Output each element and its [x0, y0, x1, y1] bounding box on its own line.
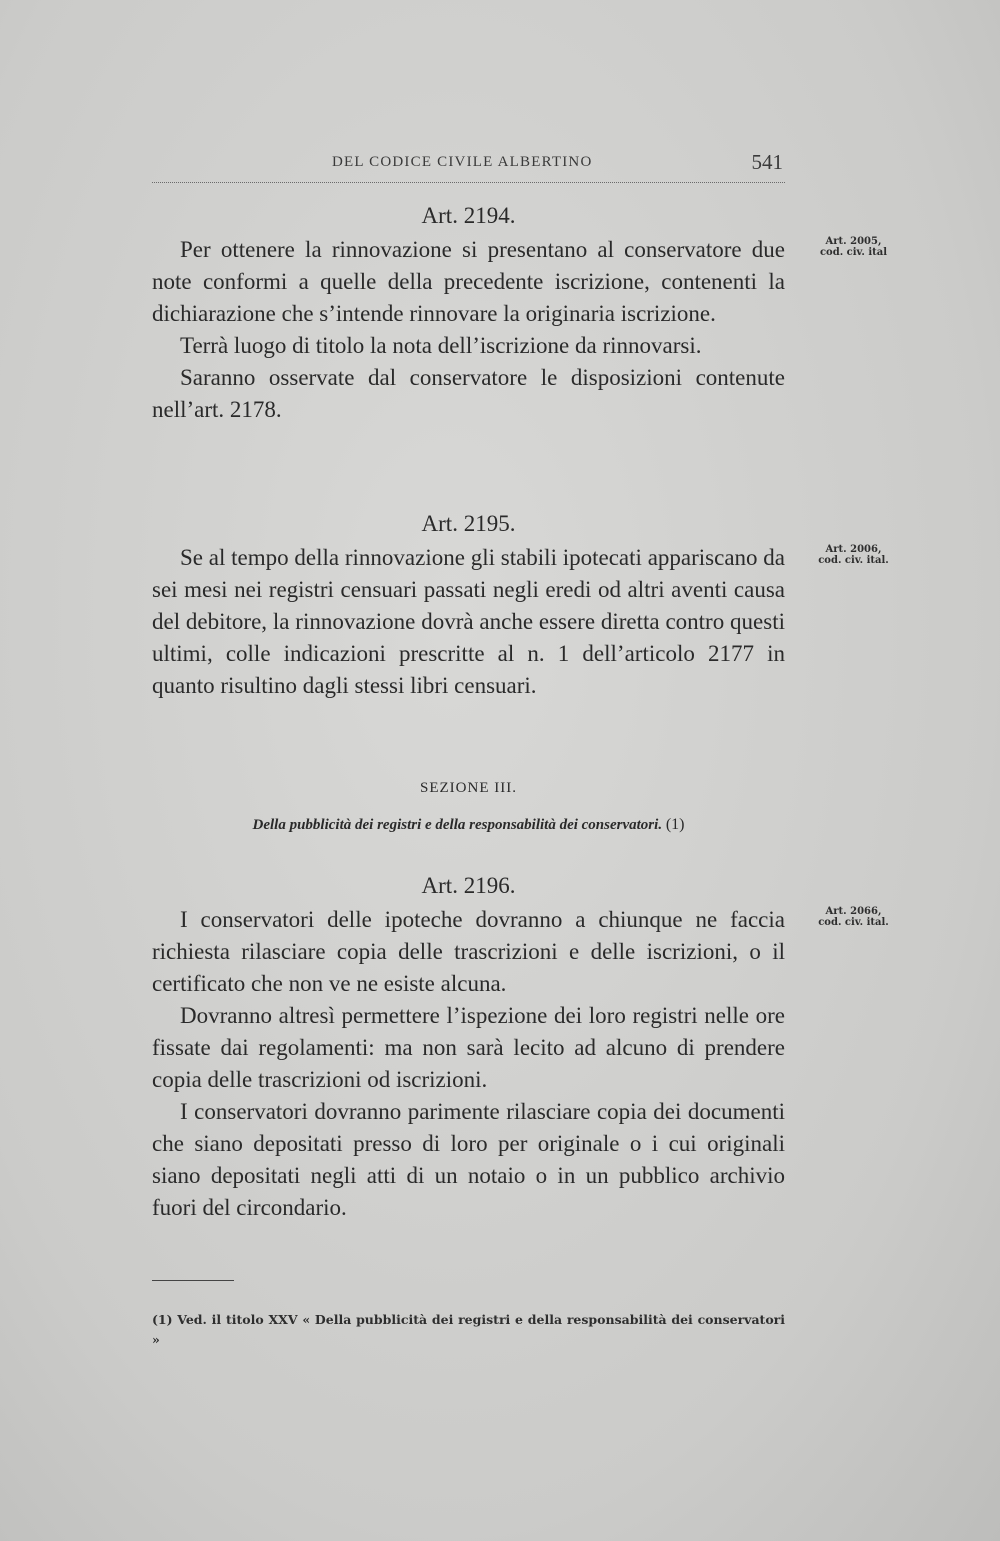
- article-paragraph: Saranno osservate dal conservatore le disposizioni contenute nell’art. 2178.: [152, 365, 785, 422]
- page-number: 541: [751, 150, 783, 174]
- margin-note-line: Art. 2005,: [825, 236, 882, 247]
- article-heading: Art. 2194.: [421, 203, 516, 228]
- article-paragraph: I conservatori dovranno parimente rilasciare copia dei documenti che siano depositati presso di loro per originale o i cui originali siano depositati negli atti di un notaio o in un pubblico archivio fuori del circondario.: [152, 1099, 785, 1220]
- margin-note-line: cod. civ. ital.: [818, 555, 889, 566]
- margin-note-2194: [806, 236, 901, 258]
- margin-note-line: Art. 2006,: [825, 544, 882, 555]
- margin-note-2196: [806, 906, 901, 928]
- article-2194: [152, 200, 785, 426]
- article-heading: Art. 2195.: [421, 511, 516, 536]
- article-paragraph: Se al tempo della rinnovazione gli stabili ipotecati appariscano da sei mesi nei registri censuari passati negli eredi od altri aventi causa del debitore, la rinnovazione dovrà anche essere diretta contro questi ultimi, colle indicazioni prescritte al n. 1 dell’articolo 2177 in quanto risultino dagli stessi libri censuari.: [152, 545, 785, 698]
- margin-note-line: cod. civ. ital: [819, 247, 888, 258]
- footnote: (1) Ved. il titolo XXV « Della pubblicità dei registri e della responsabilità dei conservatori »: [152, 1312, 785, 1347]
- article-paragraph: I conservatori delle ipoteche dovranno a chiunque ne faccia richiesta rilasciare copia delle trascrizioni e delle iscrizioni, o il certificato che non ve ne esiste alcuna.: [152, 907, 785, 996]
- footnote-reference[interactable]: (1): [665, 816, 685, 833]
- article-2196: [152, 870, 785, 1224]
- running-title: DEL CODICE CIVILE ALBERTINO: [332, 154, 593, 170]
- margin-note-2195: [806, 544, 901, 566]
- article-2195: [152, 508, 785, 702]
- running-header: [152, 152, 785, 183]
- margin-note-line: cod. civ. ital.: [818, 917, 889, 928]
- section-label: SEZIONE III.: [420, 780, 517, 796]
- footnote-rule: [152, 1280, 234, 1281]
- section-title-text: Della pubblicità dei registri e della responsabilità dei conservatori.: [252, 817, 663, 833]
- section-title: [152, 816, 785, 834]
- article-paragraph: Per ottenere la rinnovazione si presentano al conservatore due note conformi a quelle della precedente iscrizione, contenenti la dichiarazione che s’intende rinnovare la originaria iscrizione.: [152, 237, 785, 326]
- article-heading: Art. 2196.: [421, 873, 516, 898]
- margin-note-line: Art. 2066,: [825, 906, 882, 917]
- article-paragraph: Terrà luogo di titolo la nota dell’iscrizione da rinnovarsi.: [180, 333, 702, 358]
- article-paragraph: Dovranno altresì permettere l’ispezione dei loro registri nelle ore fissate dai regolamenti: ma non sarà lecito ad alcuno di prendere copia delle trascrizioni od iscrizioni.: [152, 1003, 785, 1092]
